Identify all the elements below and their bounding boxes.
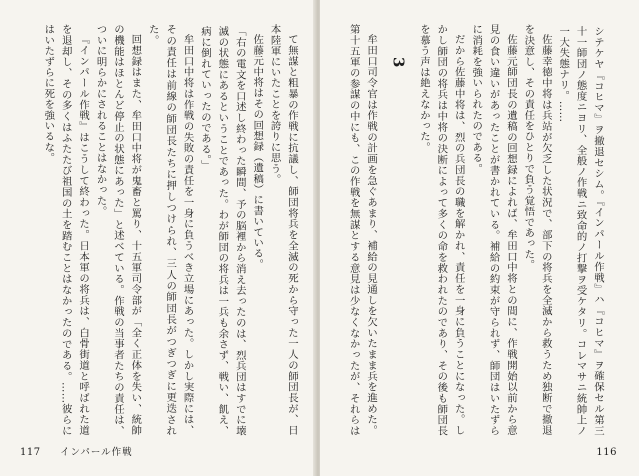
quote-paragraph: シテケヤ『コヒマ』ヲ撤退セシム。『インパール作戦』ハ『コヒマ』ヲ確保セル第三十一師団ノ態度ニヨリ、全般ノ作戦ニ致命的ノ打撃ヲ受ケタリ。コレマサニ統帥上ノ一大失態ナリ。…… — [557, 26, 604, 436]
paragraph: 佐藤元師団長の遺稿の回想録によれば、牟田口中将との間に、作戦開始以前から意見の食い違いがあったことが書かれている。補給の約束が守られず、師団はいたずらに消耗を強いられたのである。 — [470, 24, 517, 436]
paragraph: 佐藤元中将はその回想録（遺稿）に書いている。 — [251, 34, 264, 270]
right-page — [320, 0, 639, 476]
paragraph: 回想録はまた、牟田口中将が鬼畜と罵り、十五軍司令部が「全く正体を失い、統帥の機能はほとんど停止の状態にあった」と述べている。作戦の当事者たちの責任は、ついに明らかにされることはなかった。 — [94, 24, 142, 436]
paragraph: 牟田口中将は作戦の失敗の責任を一身に負うべき立場にあった。しかし実際には、その責任は前線の師団長たちに押しつけられ、三人の師団長がつぎつぎに更迭された。 — [146, 24, 194, 436]
paragraph: 『インパール作戦』はこうして終わった。日本軍の将兵は、白骨街道と呼ばれた道を退却し、その多くはふたたび祖国の土を踏むことはなかったのである。……彼らにはいたずらに死を強いるな。 — [42, 24, 90, 436]
paragraph: だから佐藤中将は、烈の兵団長の職を解かれ、責任を一身に負うことになった。しかし師団の将兵は中将の決断によって多くの命を救われたのであり、その後も師団長を慕う声は絶えなかった。 — [417, 24, 465, 436]
running-head: インパール作戦 — [60, 447, 133, 458]
page-number-right: 116 — [596, 447, 617, 458]
left-page — [0, 0, 316, 476]
paragraph: て無謀と粗暴の作戦に抗議し、師団将兵を全滅の死から守った一人の師団長が、日本陸軍にいたことを誇りに思う。 — [268, 24, 298, 436]
quote-paragraph: 「右の電文を口述し終わった瞬間、予の脳裡から消え去ったのは、烈兵団はすでに壊滅の状態にあるということであった。わが師団の将兵は一兵も余さず、戦い、飢え、病に倒れていったのである。」 — [198, 26, 246, 436]
paragraph: 牟田口司令官は作戦の計画を急ぐあまり、補給の見通しを欠いたまま兵を進めた。第十五軍の参謀の中にも、この作戦を無謀とする意見は少なくなかったが、それらは — [347, 24, 378, 436]
page-number-left: 117 — [20, 447, 41, 458]
paragraph: 佐藤幸徳中将は兵站が欠乏した状況で、部下の将兵を全滅から救うため独断で撤退を決意し、その責任をひとりで負う覚悟であった。 — [522, 24, 552, 436]
chapter-number: 3 — [389, 57, 408, 68]
right-body-text — [344, 24, 606, 436]
left-body-text — [18, 24, 300, 436]
